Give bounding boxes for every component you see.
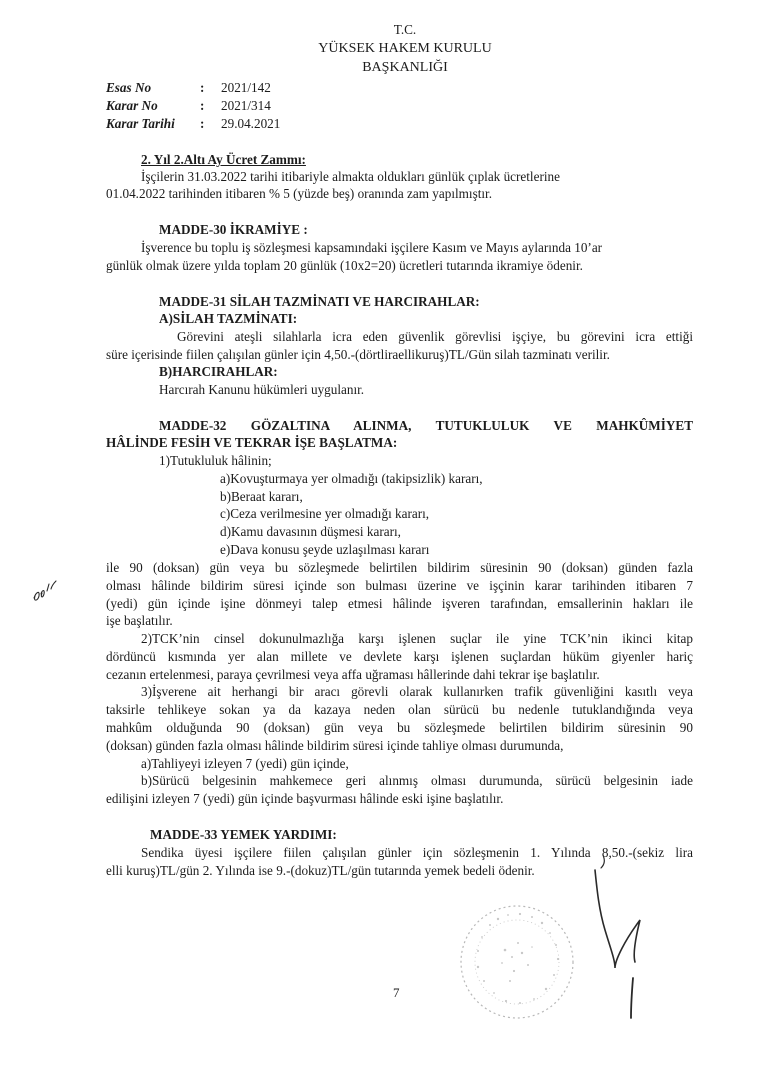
article-33-line-1: Sendika üyesi işçilere fiilen çalışılan günler için sözleşmenin 1. Yılında 8,50.-(sekiz lira: [141, 845, 693, 860]
margin-initials-signature: [30, 576, 64, 608]
header-presidency: BAŞKANLIĞI: [362, 60, 448, 75]
header-institution: YÜKSEK HAKEM KURULU: [318, 41, 492, 56]
article-32-p3-item-b-line-1: b)Sürücü belgesinin mahkemece geri alınmış olması durumunda, sürücü belgesinin iade: [141, 773, 693, 788]
esas-label: Esas No: [106, 80, 152, 95]
karar-value: 2021/314: [221, 98, 271, 113]
wage-increase-line-2: 01.04.2022 tarihinden itibaren % 5 (yüzde beş) oranında zam yapılmıştır.: [106, 186, 492, 201]
article-32-p3-line-2: taksirle tehlikeye sokan ya da kazaya neden olan sürücü bu nedenle tutuklandığında veya: [106, 702, 693, 717]
esas-colon: :: [200, 80, 205, 95]
article-31-a-title: A)SİLAH TAZMİNATI:: [159, 311, 298, 326]
article-30-line-1: İşverence bu toplu iş sözleşmesi kapsamındaki işçilere Kasım ve Mayıs aylarında 10’ar: [141, 240, 603, 255]
article-32-item-d: d)Kamu davasının düşmesi kararı,: [220, 524, 401, 539]
article-32-p3-item-a: a)Tahliyeyi izleyen 7 (yedi) gün içinde,: [141, 756, 349, 771]
article-32-title-line-2: HÂLİNDE FESİH VE TEKRAR İŞE BAŞLATMA:: [106, 435, 398, 450]
article-32-p2-line-2: dördüncü kısmında yer alan millete ve devlete karşı işlenen suçlardan hüküm giyenler hariç: [106, 649, 693, 664]
article-31-title: MADDE-31 SİLAH TAZMİNATI VE HARCIRAHLAR:: [159, 294, 480, 309]
wage-increase-title: 2. Yıl 2.Altı Ay Ücret Zammı:: [141, 152, 306, 167]
article-32-item-b: b)Beraat kararı,: [220, 489, 303, 504]
article-30-line-2: günlük olmak üzere yılda toplam 20 günlük (10x2=20) ücretleri tutarında ikramiye ödenir.: [106, 258, 583, 273]
article-32-p3-line-4: (doksan) günden fazla olması hâlinde bildirim süresi içinde tahliye olması durumunda,: [106, 738, 564, 753]
official-stamp: [450, 895, 585, 1030]
esas-value: 2021/142: [221, 80, 271, 95]
article-32-p3-item-b-line-2: edilişini izleyen 7 (yedi) gün içinde başvurması hâlinde eski işine başlatılır.: [106, 791, 504, 806]
article-32-p2-line-3: cezanın ertelenmesi, paraya çevrilmesi veya affa uğraması hâllerinde dahi tekrar işe başlatılır.: [106, 667, 600, 682]
article-32-p3-line-1: 3)İşverene ait herhangi bir aracı görevli olarak kullanırken trafik güvenliğini kasıtlı veya: [141, 684, 693, 699]
article-33-line-2: elli kuruş)TL/gün 2. Yılında ise 9.-(dokuz)TL/gün tutarında yemek bedeli ödenir.: [106, 863, 535, 878]
article-32-title-line-1: MADDE-32 GÖZALTINA ALINMA, TUTUKLULUK VE MAHKÛMİYET: [159, 418, 693, 433]
header-tc: T.C.: [393, 22, 417, 37]
article-32-item-a: a)Kovuşturmaya yer olmadığı (takipsizlik) kararı,: [220, 471, 483, 486]
article-31-b-line-1: Harcırah Kanunu hükümleri uygulanır.: [159, 382, 365, 397]
article-32-item-c: c)Ceza verilmesine yer olmadığı kararı,: [220, 506, 430, 521]
tarih-value: 29.04.2021: [221, 116, 281, 131]
article-33-title: MADDE-33 YEMEK YARDIMI:: [150, 827, 337, 842]
handwritten-signature: [585, 850, 665, 1025]
article-32-p1-line-4: işe başlatılır.: [106, 613, 173, 628]
article-30-title: MADDE-30 İKRAMİYE :: [159, 222, 308, 237]
article-31-a-line-2: süre içerisinde fiilen çalışılan günler için 4,50.-(dörtliraellikuruş)TL/Gün silah tazminatı verilir.: [106, 347, 610, 362]
article-32-p3-line-3: mahkûm olduğunda 90 (doksan) gün veya bu sözleşmede belirtilen bildirim süresinin 90: [106, 720, 693, 735]
wage-increase-line-1: İşçilerin 31.03.2022 tarihi itibariyle almakta oldukları günlük çıplak ücretlerine: [141, 169, 560, 184]
karar-colon: :: [200, 98, 205, 113]
karar-label: Karar No: [106, 98, 158, 113]
page-number: 7: [393, 985, 400, 1000]
article-32-p2-line-1: 2)TCK’nin cinsel dokunulmazlığa karşı işlenen suçlar ile yine TCK’nin ikinci kitap: [141, 631, 693, 646]
article-32-p1-intro: 1)Tutukluluk hâlinin;: [159, 453, 272, 468]
article-32-item-e: e)Dava konusu şeyde uzlaşılması kararı: [220, 542, 430, 557]
article-32-p1-line-3: (yedi) gün içinde işine dönmeyi talep etmesi hâlinde işveren tarafından, emsallerinin hakları ile: [106, 596, 693, 611]
article-32-p1-line-1: ile 90 (doksan) gün veya bu sözleşmede belirtilen bildirim süresinin 90 (doksan) günden fazla: [106, 560, 693, 575]
article-31-a-line-1: Görevini ateşli silahlarla icra eden güvenlik görevlisi işçiye, bu görevini icra ettiği: [177, 329, 693, 344]
article-32-p1-line-2: olması hâlinde bildirim süresi içinde son bulması üzerine ve işçinin karar tarihinden itibaren 7: [106, 578, 693, 593]
tarih-label: Karar Tarihi: [106, 116, 175, 131]
article-31-b-title: B)HARCIRAHLAR:: [159, 364, 278, 379]
tarih-colon: :: [200, 116, 205, 131]
